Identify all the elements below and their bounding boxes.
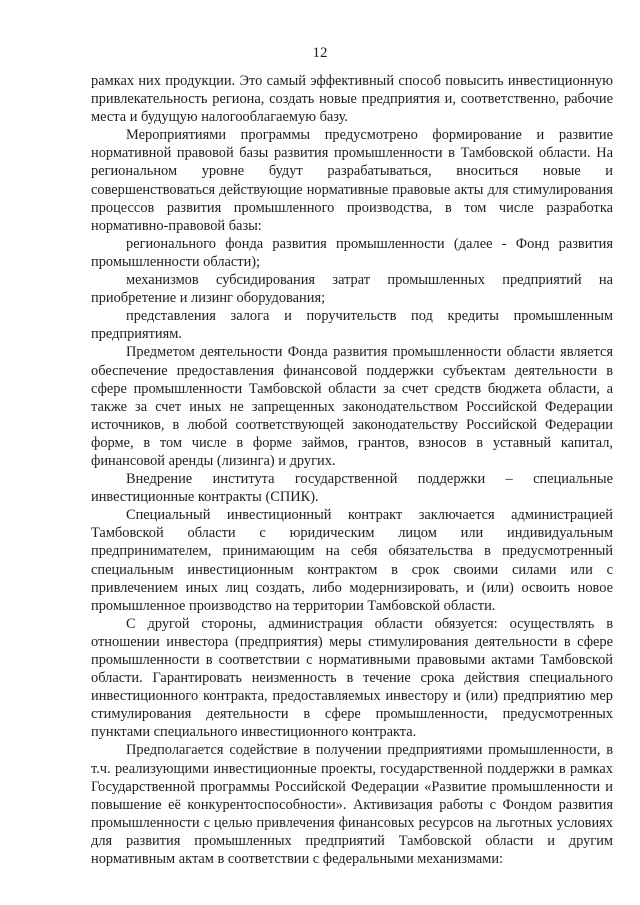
list-item-collateral: представления залога и поручительств под кредиты промышленным предприятиям. [91,308,613,343]
page-number: 12 [312,45,328,61]
paragraph-spik-contract: Специальный инвестиционный контракт заключается администрацией Тамбовской области с юридическим лицом или индивидуальным предпринимателем, принимающим на себя обязательства в предусмотренный специальным инвестиционным контрактом в срок своими силами или с привлечением иных лиц создать, либо модернизировать, и (или) освоить новое промышленное производство на территории Тамбовской области. [91,507,613,614]
document-body [91,72,613,868]
paragraph-legal-base: Мероприятиями программы предусмотрено формирование и развитие нормативной правовой базы развития промышленности в Тамбовской области. На региональном уровне будут разрабатываться, вноситься новые и совершенствоваться действующие нормативные правовые акты для стимулирования процессов развития промышленного производства, в том числе разработка нормативно-правовой базы: [91,127,613,234]
paragraph-continuation: рамках них продукции. Это самый эффективный способ повысить инвестиционную привлекательность региона, создать новые предприятия и, соответственно, рабочие места и будущую налогооблагаемую базу. [91,73,613,126]
list-item-regional-fund: регионального фонда развития промышленности (далее - Фонд развития промышленности области); [91,235,613,270]
paragraph-state-support: Предполагается содействие в получении предприятиями промышленности, в т.ч. реализующими инвестиционные проекты, государственной поддержки в рамках Государственной программы Российской Федерации «Развитие промышленности и повышение её конкурентоспособности». Активизация работы с Фондом развития промышленности с целью привлечения финансовых ресурсов на льготных условиях для развития промышленных предприятий Тамбовской области и другим нормативным актам в соответствии с федеральными механизмами: [91,742,613,868]
paragraph-fund-activity: Предметом деятельности Фонда развития промышленности области является обеспечение предоставления финансовой поддержки субъектам деятельности в сфере промышленности Тамбовской области за счет средств бюджета области, а также за счет иных не запрещенных законодательством Российской Федерации источников, в любой соответствующей законодательству Российской Федерации форме, в том числе в форме займов, грантов, взносов в уставный капитал, финансовой аренды (лизинга) и других. [91,344,613,469]
list-item-subsidies: механизмов субсидирования затрат промышленных предприятий на приобретение и лизинг оборудования; [91,272,613,307]
paragraph-spik-intro: Внедрение института государственной поддержки – специальные инвестиционные контракты (СПИК). [91,471,613,506]
paragraph-administration-obligations: С другой стороны, администрация области обязуется: осуществлять в отношении инвестора (предприятия) меры стимулирования деятельности в сфере промышленности в соответствии с нормативными правовыми актами Тамбовской области. Гарантировать неизменность в течение срока действия специального инвестиционного контракта, предоставляемых инвестору и (или) предприятию мер стимулирования деятельности в сфере промышленности, предусмотренных пунктами специального инвестиционного контракта. [91,615,613,741]
